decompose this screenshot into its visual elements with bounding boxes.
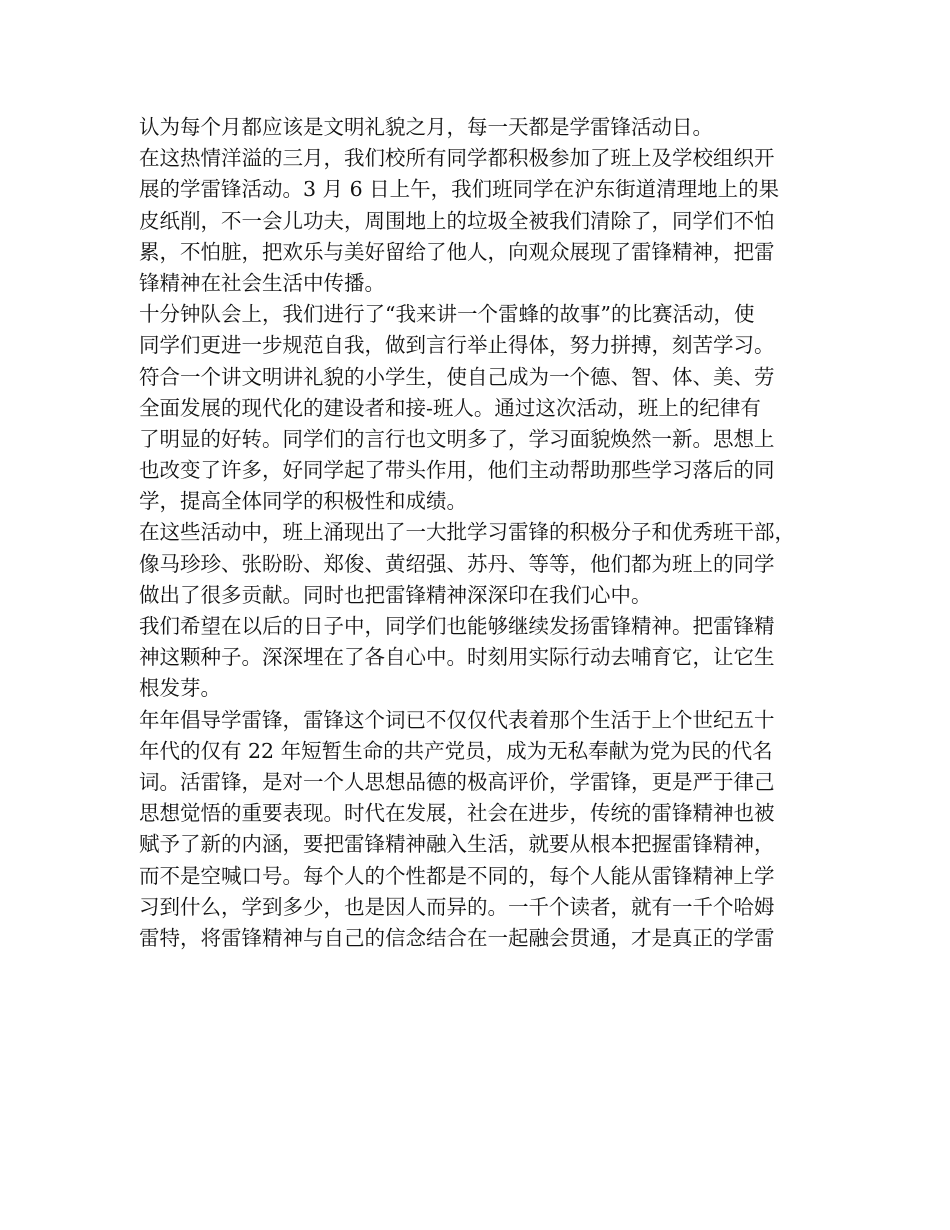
- text-line: 思想觉悟的重要表现。时代在发展，社会在进步，传统的雷锋精神也被: [139, 801, 775, 826]
- text-line: 我们希望在以后的日子中，同学们也能够继续发扬雷锋精神。把雷锋精: [139, 614, 775, 638]
- text-line: 也改变了许多，好同学起了带头作用，他们主动帮助那些学习落后的同: [139, 458, 775, 483]
- text-line: 皮纸削，不一会儿功夫，周围地上的垃圾全被我们清除了，同学们不怕: [139, 208, 775, 233]
- text-line: 年年倡导学雷锋，雷锋这个词已不仅仅代表着那个生活于上个世纪五十: [139, 707, 775, 732]
- text-line: 学，提高全体同学的积极性和成绩。: [139, 489, 467, 514]
- text-line: 在这热情洋溢的三月，我们校所有同学都积极参加了班上及学校组织开: [139, 146, 775, 171]
- text-line: 习到什么，学到多少，也是因人而异的。一千个读者，就有一千个哈姆: [139, 894, 775, 919]
- text-line: 年代的仅有 22 年短暂生命的共产党员，成为无私奉献为党为民的代名: [139, 738, 773, 763]
- text-line: 累，不怕脏，把欢乐与美好留给了他人，向观众展现了雷锋精神，把雷: [139, 239, 775, 264]
- text-line: 而不是空喊口号。每个人的个性都是不同的，每个人能从雷锋精神上学: [139, 863, 775, 888]
- text-line: 像马珍珍、张盼盼、郑俊、黄绍强、苏丹、等等，他们都为班上的同学: [139, 551, 775, 576]
- text-line: 认为每个月都应该是文明礼貌之月，每一天都是学雷锋活动日。: [139, 115, 713, 139]
- document-body: [139, 112, 829, 954]
- text-line: 雷特，将雷锋精神与自己的信念结合在一起融会贯通，才是真正的学雷: [139, 925, 775, 950]
- text-line: 根发芽。: [139, 676, 221, 701]
- text-line: 词。活雷锋，是对一个人思想品德的极高评价，学雷锋，更是严于律己: [139, 769, 775, 794]
- text-line: 全面发展的现代化的建设者和接-班人。通过这次活动，班上的纪律有: [139, 395, 761, 420]
- text-line: 同学们更进一步规范自我，做到言行举止得体，努力拼搏，刻苦学习。: [139, 333, 775, 358]
- text-line: 了明显的好转。同学们的言行也文明多了，学习面貌焕然一新。思想上: [139, 426, 775, 451]
- text-line: 符合一个讲文明讲礼貌的小学生，使自己成为一个德、智、体、美、劳: [139, 364, 775, 389]
- text-line: 展的学雷锋活动。3 月 6 日上午，我们班同学在沪东街道清理地上的果: [139, 177, 780, 202]
- text-line: 锋精神在社会生活中传播。: [139, 270, 385, 295]
- text-line: 在这些活动中，班上涌现出了一大批学习雷锋的积极分子和优秀班干部，: [139, 520, 795, 545]
- text-line: 十分钟队会上，我们进行了“我来讲一个雷蜂的故事”的比赛活动，使: [139, 302, 755, 327]
- text-line: 赋予了新的内涵，要把雷锋精神融入生活，就要从根本把握雷锋精神，: [139, 832, 775, 857]
- text-line: 做出了很多贡献。同时也把雷锋精神深深印在我们心中。: [139, 582, 652, 607]
- text-line: 神这颗种子。深深埋在了各自心中。时刻用实际行动去哺育它，让它生: [139, 645, 775, 670]
